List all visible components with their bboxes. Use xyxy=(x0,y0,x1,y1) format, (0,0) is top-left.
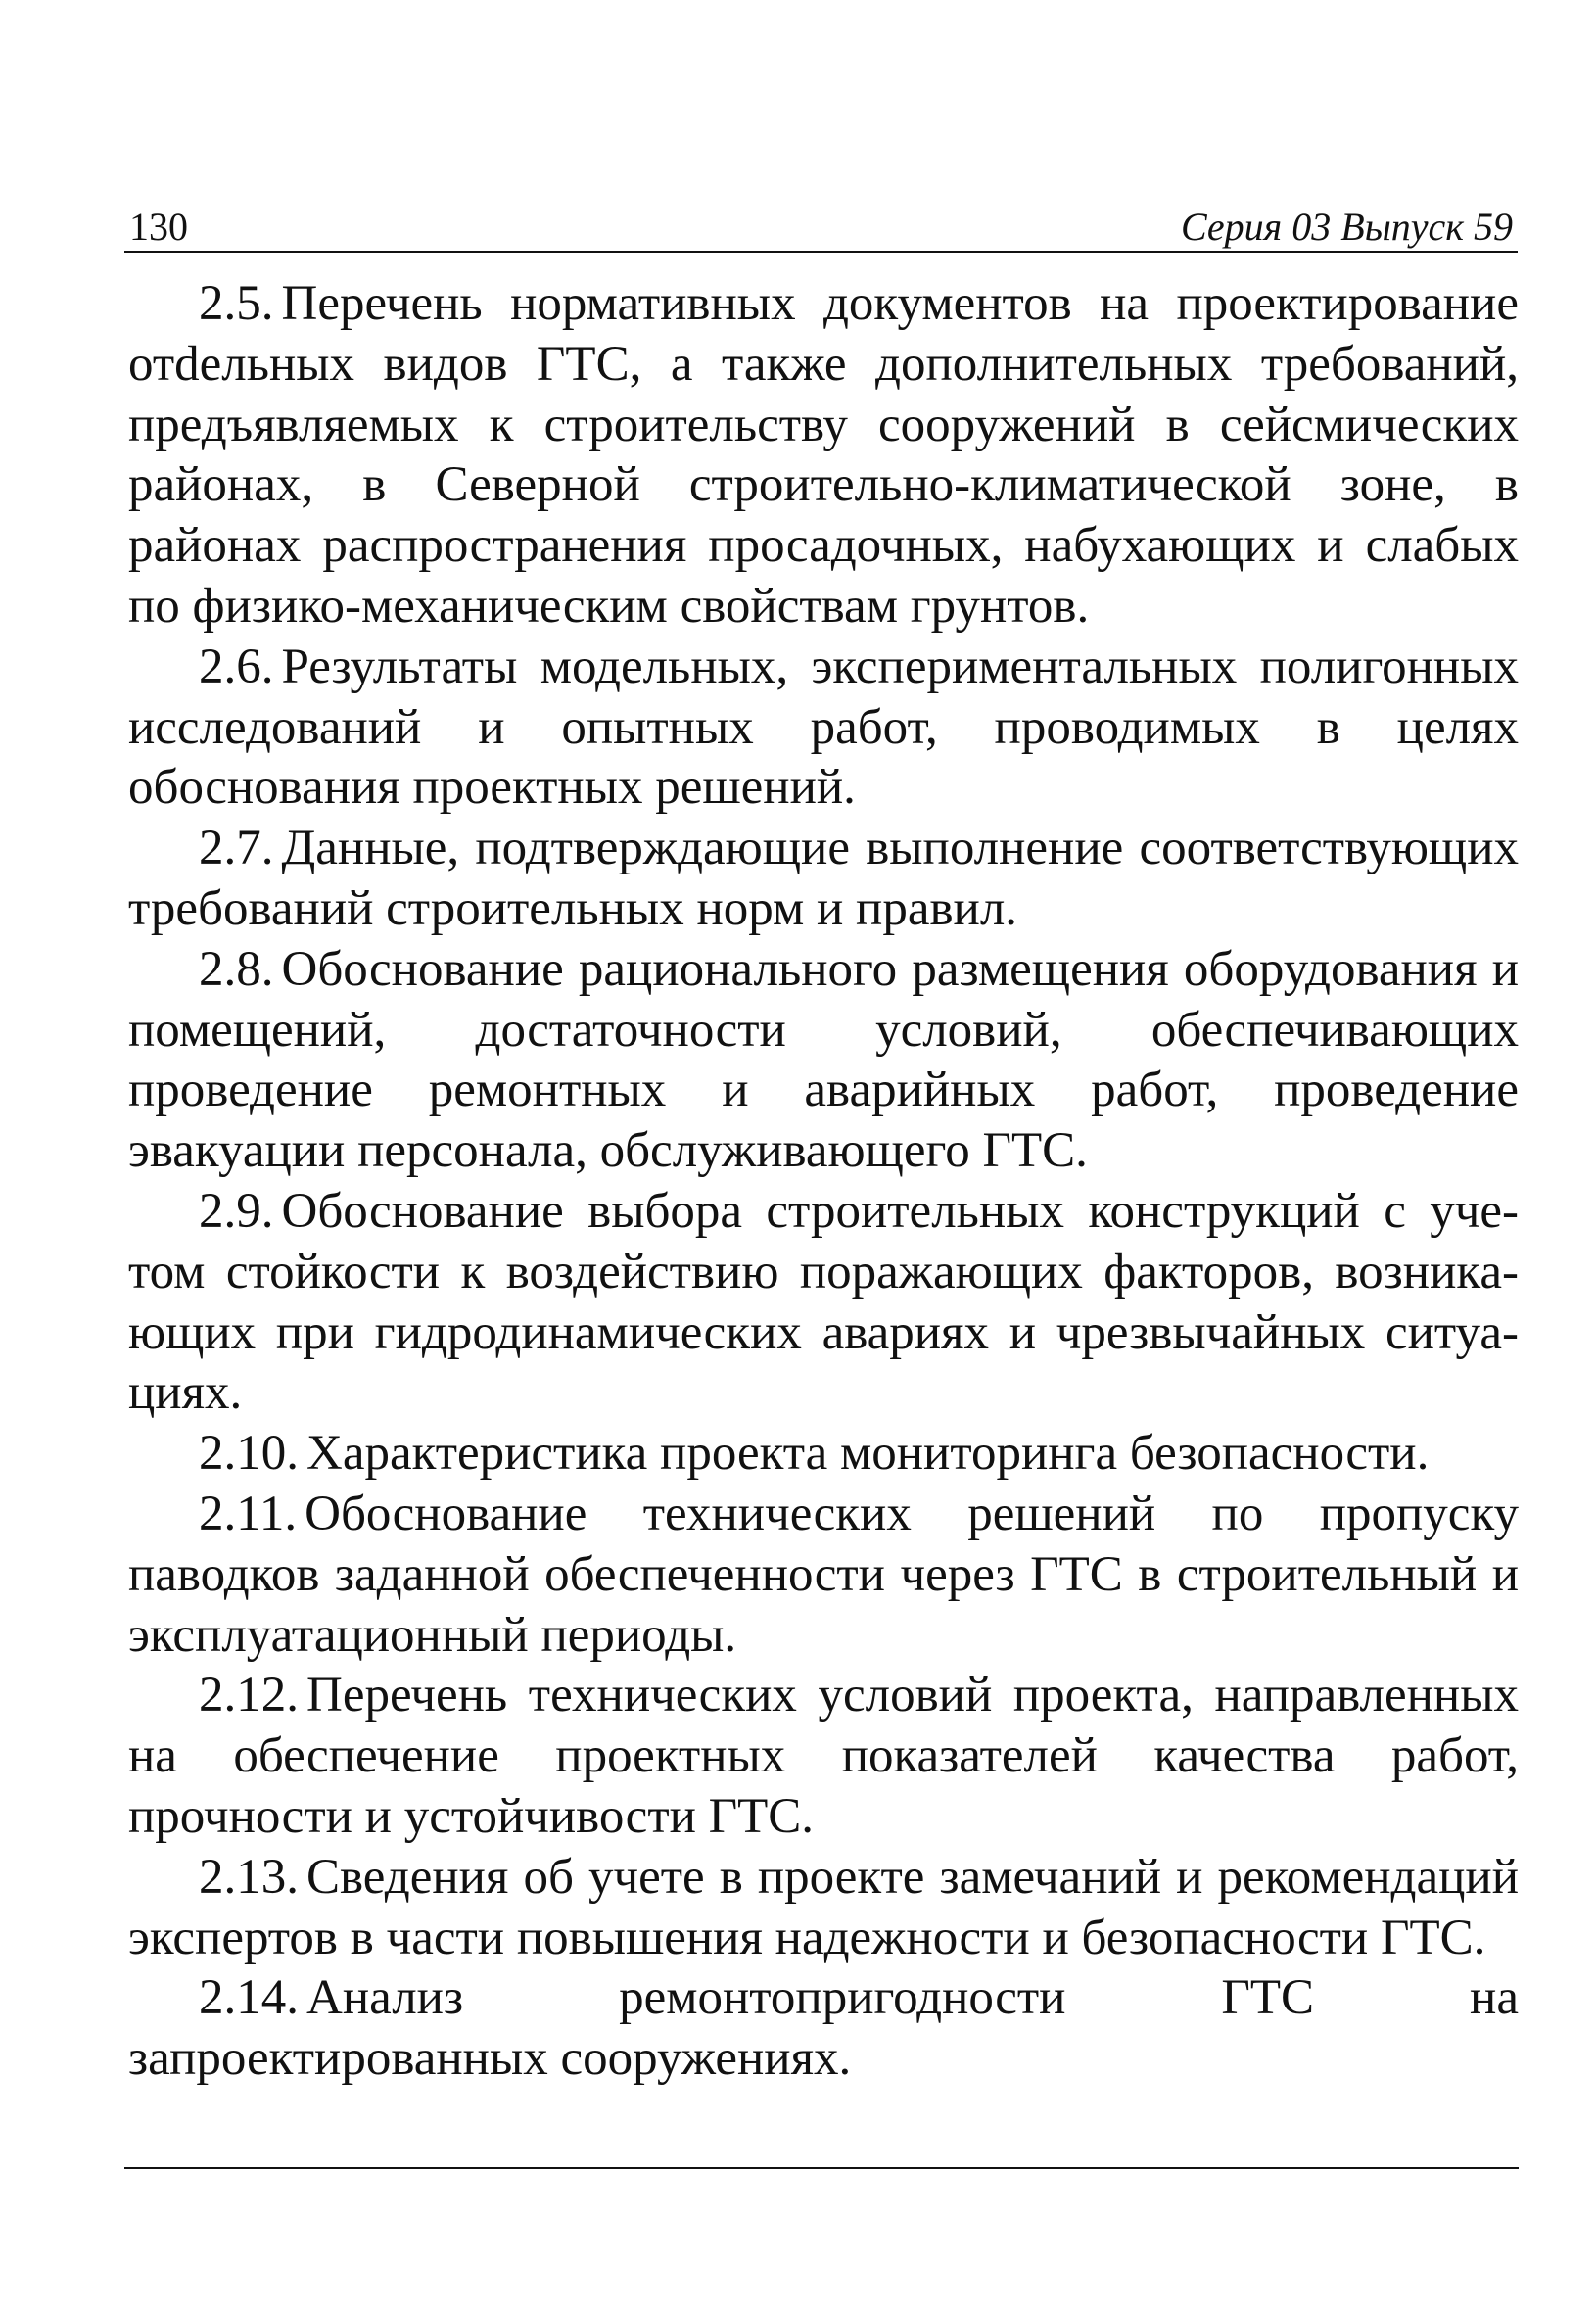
paragraph-2-9 xyxy=(128,1182,1519,1424)
paragraph-2-12 xyxy=(128,1666,1519,1847)
paragraph-2-8 xyxy=(128,940,1519,1182)
paragraph-number: 2.10. xyxy=(199,1426,299,1482)
paragraph-text: Обоснование выбора строительных конструкций с учетом стойкости к воздействию поражающих факторов, возникающих при гидродинамических авариях и чрезвычайных ситуациях. xyxy=(128,1183,1519,1421)
paragraph-2-14 xyxy=(128,1968,1519,2090)
paragraph-number: 2.8. xyxy=(199,941,274,997)
footer-divider xyxy=(124,2167,1519,2169)
paragraph-number: 2.7. xyxy=(199,821,274,876)
paragraph-2-10 xyxy=(128,1424,1519,1485)
paragraph-text: Результаты модельных, экспериментальных полигонных исследований и опытных работ, проводимых в целях обоснования проектных решений. xyxy=(128,638,1519,816)
paragraph-text: Обоснование рационального размещения оборудования и помещений, достаточности условий, обеспечивающих проведение ремонтных и аварийных работ, проведение эвакуации персонала, обслуживающего ГТС. xyxy=(128,941,1519,1179)
paragraph-number: 2.14. xyxy=(199,1970,299,2026)
body-text xyxy=(128,274,1519,2090)
paragraph-text: Данные, подтверждающие выполнение соответствующих требований строительных норм и правил. xyxy=(128,821,1519,936)
paragraph-2-7 xyxy=(128,819,1519,940)
series-title: Серия 03 Выпуск 59 xyxy=(1180,205,1513,249)
paragraph-text: Перечень нормативных документов на проектирование отdельных видов ГТС, а также дополнительных требований, предъявляемых к строительству сооружений в сейсмических районах, в Северной строительно-климатической зоне, в районах распространения просадочных, набухающих и слабых по физико-механическим свойствам грунтов. xyxy=(128,276,1519,634)
paragraph-2-6 xyxy=(128,638,1519,819)
paragraph-number: 2.6. xyxy=(199,638,274,694)
paragraph-text: Обоснование технических решений по пропуску паводков заданной обеспеченности через ГТС в строительный и эксплуатационный периоды. xyxy=(128,1486,1519,1663)
paragraph-text: Анализ ремонтопригодности ГТС на запроектированных сооружениях. xyxy=(128,1970,1519,2087)
paragraph-2-13 xyxy=(128,1848,1519,1969)
paragraph-text: Перечень технических условий проекта, направленных на обеспечение проектных показателей качества работ, прочности и устойчивости ГТС. xyxy=(128,1668,1519,1844)
paragraph-number: 2.5. xyxy=(199,276,274,331)
running-header xyxy=(124,202,1518,253)
paragraph-number: 2.12. xyxy=(199,1668,299,1724)
paragraph-number: 2.9. xyxy=(199,1183,274,1239)
paragraph-text: Сведения об учете в проекте замечаний и рекомендаций экспертов в части повышения надежности и безопасности ГТС. xyxy=(128,1849,1519,1965)
paragraph-2-5 xyxy=(128,274,1519,638)
paragraph-2-11 xyxy=(128,1485,1519,1666)
paragraph-text: Характеристика проекта мониторинга безопасности. xyxy=(306,1426,1430,1482)
paragraph-number: 2.11. xyxy=(199,1486,298,1541)
paragraph-number: 2.13. xyxy=(199,1849,299,1905)
page-number: 130 xyxy=(129,205,188,249)
